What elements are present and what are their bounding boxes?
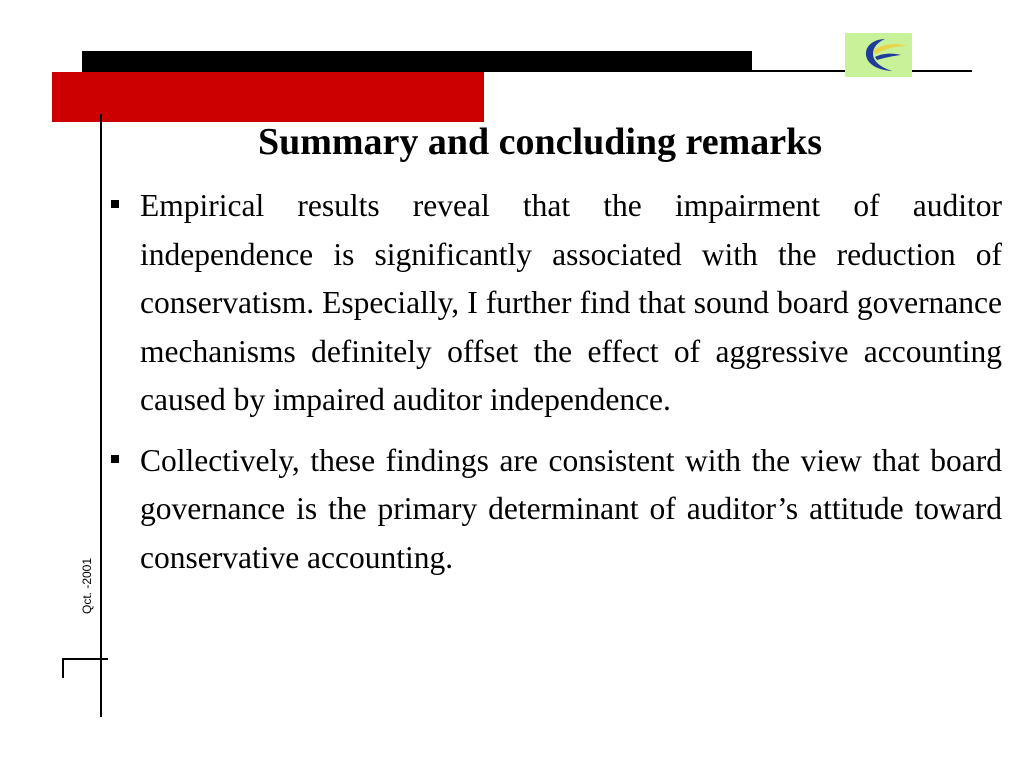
corner-mark-vertical <box>62 658 64 678</box>
left-vertical-rule <box>100 114 102 717</box>
square-bullet-icon <box>111 200 119 208</box>
corner-mark-horizontal <box>62 658 108 660</box>
bullet-item <box>110 182 1002 425</box>
side-date-label: Qct. -2001 <box>80 557 94 615</box>
bullet-text: Empirical results reveal that the impairment of auditor independence is significantly associated with the reduction of conservatism. Especially, I further find that sound board governance mechanisms definitely offset the effect of aggressive accounting caused by impaired auditor independence. <box>140 188 1002 417</box>
header-red-bar <box>52 72 484 122</box>
bullet-text: Collectively, these findings are consistent with the view that board governance is the primary determinant of auditor’s attitude toward conservative accounting. <box>140 442 1002 575</box>
swoosh-logo-icon <box>845 33 912 77</box>
bullet-list <box>110 182 1002 594</box>
bullet-item <box>110 437 1002 583</box>
header-black-bar <box>82 51 752 72</box>
square-bullet-icon <box>111 455 119 463</box>
slide-title: Summary and concluding remarks <box>257 121 823 163</box>
